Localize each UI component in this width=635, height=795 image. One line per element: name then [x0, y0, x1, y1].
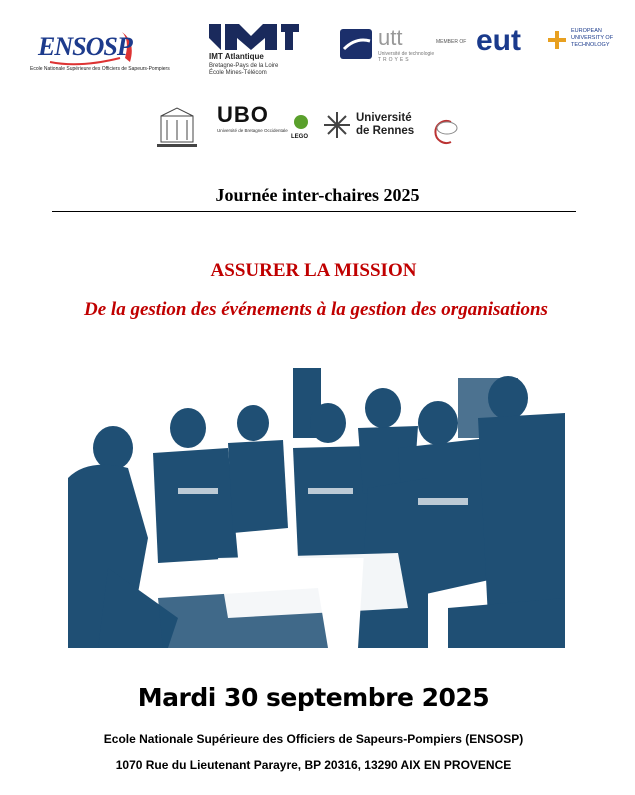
eut-line2: UNIVERSITY OF [571, 35, 614, 41]
lego-leaf-icon [293, 112, 309, 132]
universite-rennes-logo [322, 110, 442, 144]
ensosp-logo [30, 28, 170, 78]
eut-logo [436, 22, 616, 62]
utt-line2: TROYES [378, 57, 411, 63]
event-date: Mardi 30 septembre 2025 [137, 683, 490, 712]
eut-plus-icon [476, 26, 571, 56]
event-subheading: Journée inter-chaires 2025 [215, 185, 420, 205]
lego-label: LEGO [291, 134, 309, 140]
ubo-wordmark: UBO [217, 102, 269, 127]
svg-text:eut: eut [476, 26, 521, 56]
eut-line3: TECHNOLOGY [571, 42, 610, 48]
ubo-subtitle: Université de Bretagne Occidentale [217, 128, 288, 133]
rennes-text [356, 112, 414, 138]
ensosp-wordmark: ENSOSP [38, 32, 132, 61]
rennes-line2: de Rennes [356, 125, 415, 137]
utt-emblem-icon [340, 27, 374, 61]
imt-mark-icon [209, 24, 299, 50]
rennes-line1: Université [356, 112, 412, 124]
partner-c-logo-icon [425, 116, 465, 146]
ubo-logo [215, 102, 310, 148]
ensosp-subtitle: Ecole Nationale Supérieure des Officiers de Sapeurs-Pompiers [30, 66, 170, 72]
event-address: 1070 Rue du Lieutenant Parayre, BP 20316, 13290 AIX EN PROVENCE [115, 758, 512, 772]
imt-atlantique-logo [205, 22, 300, 82]
utt-wordmark: utt [378, 25, 403, 50]
eut-line1: EUROPEAN [571, 28, 602, 34]
imt-line1: Bretagne-Pays de la Loire [209, 63, 279, 69]
eut-text [571, 28, 613, 49]
imt-line2: École Mines-Télécom [209, 70, 267, 76]
firefighters-team-photo [68, 368, 565, 648]
event-venue: Ecole Nationale Supérieure des Officiers de Sapeurs-Pompiers (ENSOSP) [103, 732, 524, 746]
academic-crest-icon [155, 106, 200, 151]
utt-logo [340, 27, 440, 63]
imt-name: IMT Atlantique [209, 52, 264, 61]
utt-line1: Université de technologie [378, 51, 435, 57]
event-subtitle: De la gestion des événements à la gestion des organisations [84, 299, 548, 320]
eut-member-of: MEMBER OF [436, 39, 467, 45]
rennes-star-icon [322, 110, 352, 140]
event-title: ASSURER LA MISSION [210, 260, 417, 281]
divider [52, 211, 576, 212]
